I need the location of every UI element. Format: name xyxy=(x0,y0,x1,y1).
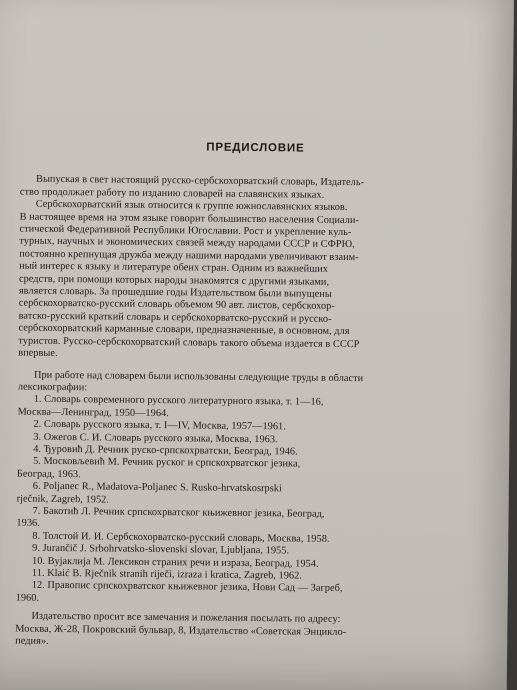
text-line: стической Федеративной Республики Югославии. Рост и укрепление куль- xyxy=(19,223,352,239)
reference-line: 1936. xyxy=(16,517,40,530)
reference-line: 9. Jurančič J. Srbohrvatsko-slovenski slovar, Ljubljana, 1955. xyxy=(32,542,290,557)
reference-line: 5. Московљевић М. Речник руског и српскохрватског језика, xyxy=(33,456,301,470)
reference-line: 7. Бакотић Л. Речник српскохрватског књижевног језика, Београд, xyxy=(32,505,325,520)
closing-paragraph xyxy=(15,611,485,653)
text-line: В настоящее время на этом языке говорит большинство населения Социали- xyxy=(19,211,360,226)
text-line: впервые. xyxy=(18,347,58,360)
reference-line: 4. Ђуровић Д. Речник руско-српскохрватски, Београд, 1946. xyxy=(33,443,298,458)
reference-line: 12. Правопис српскохрватског књижевног језика, Нови Сад — Загреб, xyxy=(31,580,343,595)
text-line: средств, при помощи которых народы знакомятся с другими языками, xyxy=(18,273,330,288)
text-line: сербскохорватско-русский словарь объемом 90 авт. листов, сербскохор- xyxy=(18,298,335,313)
text-line: Москва, Ж-28, Покровский бульвар, 8, Издательство «Советская Энцикло- xyxy=(15,623,347,638)
reference-line: Београд, 1963. xyxy=(16,468,81,480)
reference-line: 2. Словарь русского языка, т. I—IV, Москва, 1957—1961. xyxy=(33,418,286,433)
text-line: При работе над словарем были использованы следующие труды в области xyxy=(33,369,364,384)
text-line: Выпуская в свет настоящий русско-сербскохорватский словарь, Издатель- xyxy=(35,174,365,189)
reference-line: 1. Словарь современного русского литературного языка, т. 1—16, xyxy=(33,394,324,409)
reference-list xyxy=(16,394,488,610)
language-paragraph xyxy=(18,199,490,365)
text-line: ство продолжает работу по изданию словарей на славянских языках. xyxy=(19,186,325,201)
text-line: ватско-русский краткий словарь и сербскохорватско-русский и русско- xyxy=(18,310,332,325)
preface-title: ПРЕДИСЛОВИЕ xyxy=(206,141,305,155)
reference-line: 11. Klaić B. Rječnik stranih riječi, izraza i kratica, Zagreb, 1962. xyxy=(31,567,303,582)
text-line: лексикографии: xyxy=(17,381,88,394)
preface-content xyxy=(15,140,490,653)
text-line: сербскохорватский карманные словари, предназначенные, в основном, для xyxy=(18,322,350,338)
text-line: турных, научных и экономических связей между народами СССР и СФРЮ, xyxy=(19,236,355,251)
reference-line: 8. Толстой И. И. Сербскохорватско-русский словарь, Москва, 1958. xyxy=(32,530,330,545)
reference-line: Москва—Ленинград, 1950—1964. xyxy=(17,406,169,419)
text-line: Издательство просит все замечания и пожелания посылать по адресу: xyxy=(31,610,341,626)
text-line: педия». xyxy=(15,635,49,647)
reference-line: 10. Вујаклија М. Лексикон страних речи и израза, Београд, 1954. xyxy=(31,555,319,570)
text-line: Сербскохорватский язык относится к группе южнославянских языков. xyxy=(35,198,348,214)
text-line: ный интерес к языку и литературе обеих стран. Одним из важнейших xyxy=(19,260,329,276)
text-line: туристов. Русско-сербскохорватский словарь такого объема издается в СССР xyxy=(18,335,360,350)
reference-item xyxy=(16,580,486,610)
text-line: постоянно крепнущая дружба между нашими народами увеличивают взаим- xyxy=(19,248,359,263)
reference-line: 6. Poljanec R., Madatova-Poljanec S. Rusko-hrvatskosrpski xyxy=(32,480,282,495)
reference-line: 1960. xyxy=(15,592,40,604)
text-line: является словарь. За прошедшие годы Издательством были выпущены xyxy=(18,285,332,300)
reference-line: rječnik, Zagreb, 1952. xyxy=(16,493,110,506)
reference-line: 3. Ожегов С. И. Словарь русского языка, Москва, 1963. xyxy=(33,431,278,445)
